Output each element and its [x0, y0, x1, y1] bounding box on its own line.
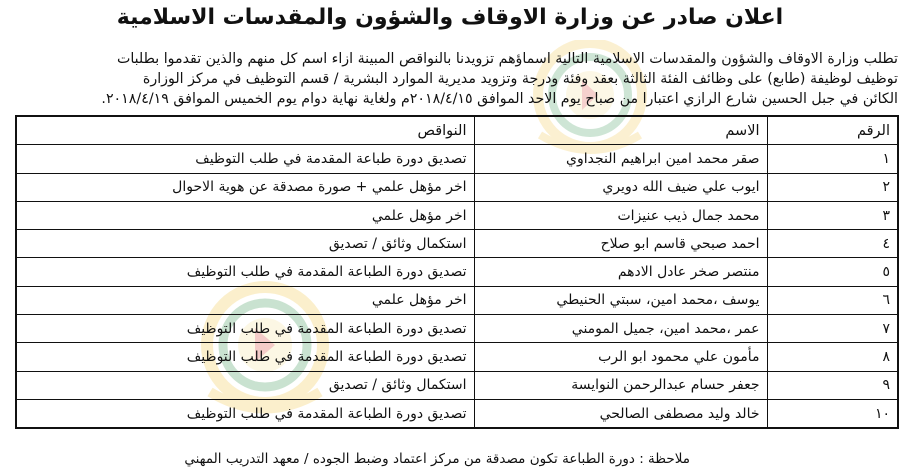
table-row: [16, 201, 898, 229]
deficiencies-table: [15, 115, 899, 429]
header-name: الاسم: [474, 116, 767, 145]
table-row: [16, 258, 898, 286]
table-row: [16, 343, 898, 371]
row-deficiencies: تصديق دورة الطباعة المقدمة في طلب التوظيف: [16, 258, 474, 286]
row-number: ٩: [767, 371, 898, 399]
row-deficiencies: اخر مؤهل علمي + صورة مصدقة عن هوية الاحوال: [16, 173, 474, 201]
table-row: [16, 286, 898, 314]
header-deficiencies: النواقص: [16, 116, 474, 145]
row-deficiencies: اخر مؤهل علمي: [16, 286, 474, 314]
row-number: ٥: [767, 258, 898, 286]
row-name: عمر ،محمد امين، جميل المومني: [474, 315, 767, 343]
header-number: الرقم: [767, 116, 898, 145]
table-row: [16, 371, 898, 399]
row-name: احمد صبحي قاسم ابو صلاح: [474, 230, 767, 258]
row-name: خالد وليد مصطفى الصالحي: [474, 399, 767, 428]
table-header-row: [16, 116, 898, 145]
row-deficiencies: استكمال وثائق / تصديق: [16, 230, 474, 258]
row-name: صقر محمد امين ابراهيم النجداوي: [474, 145, 767, 173]
row-number: ١: [767, 145, 898, 173]
row-deficiencies: استكمال وثائق / تصديق: [16, 371, 474, 399]
table-row: [16, 230, 898, 258]
table-row: [16, 315, 898, 343]
row-name: يوسف ،محمد امين، سبتي الحنيطي: [474, 286, 767, 314]
row-name: مأمون علي محمود ابو الرب: [474, 343, 767, 371]
row-name: ايوب علي ضيف الله دويري: [474, 173, 767, 201]
footnote: ملاحظة : دورة الطباعة تكون مصدقة من مركز اعتماد وضبط الجوده / معهد التدريب المهني: [184, 451, 690, 467]
row-number: ٦: [767, 286, 898, 314]
row-deficiencies: تصديق دورة الطباعة المقدمة في طلب التوظيف: [16, 399, 474, 428]
table-row: [16, 145, 898, 173]
row-deficiencies: تصديق دورة الطباعة المقدمة في طلب التوظيف: [16, 343, 474, 371]
row-number: ٣: [767, 201, 898, 229]
intro-line: تطلب وزارة الاوقاف والشؤون والمقدسات الاسلامية التالية اسماؤهم تزويدنا بالنواقص المبينة ازاء اسم كل منهم والذين تقدموا بطلبات: [116, 51, 898, 67]
table-row: [16, 399, 898, 428]
intro-line: توظيف لوظيفة (طابع) على وظائف الفئة الثالثة بعقد وفئة ودرجة وتزويد مديرية الموارد البشرية / قسم التوظيف في مركز الوزارة: [142, 71, 898, 87]
row-deficiencies: تصديق دورة الطباعة المقدمة في طلب التوظيف: [16, 315, 474, 343]
row-name: منتصر صخر عادل الادهم: [474, 258, 767, 286]
row-number: ١٠: [767, 399, 898, 428]
page-title: اعلان صادر عن وزارة الاوقاف والشؤون والمقدسات الاسلامية: [116, 5, 784, 30]
row-number: ٨: [767, 343, 898, 371]
row-deficiencies: اخر مؤهل علمي: [16, 201, 474, 229]
table-row: [16, 173, 898, 201]
row-number: ٤: [767, 230, 898, 258]
row-name: محمد جمال ذيب عنيزات: [474, 201, 767, 229]
intro-line: الكائن في جبل الحسين شارع الرازي اعتبارا من صباح يوم الاحد الموافق ٢٠١٨/٤/١٥م ولغاية نهاية دوام يوم الخميس الموافق ٢٠١٨/٤/١٩.: [101, 91, 898, 107]
row-number: ٢: [767, 173, 898, 201]
row-name: جعفر حسام عبدالرحمن النوايسة: [474, 371, 767, 399]
row-deficiencies: تصديق دورة طباعة المقدمة في طلب التوظيف: [16, 145, 474, 173]
row-number: ٧: [767, 315, 898, 343]
intro-paragraph: [2, 49, 898, 109]
